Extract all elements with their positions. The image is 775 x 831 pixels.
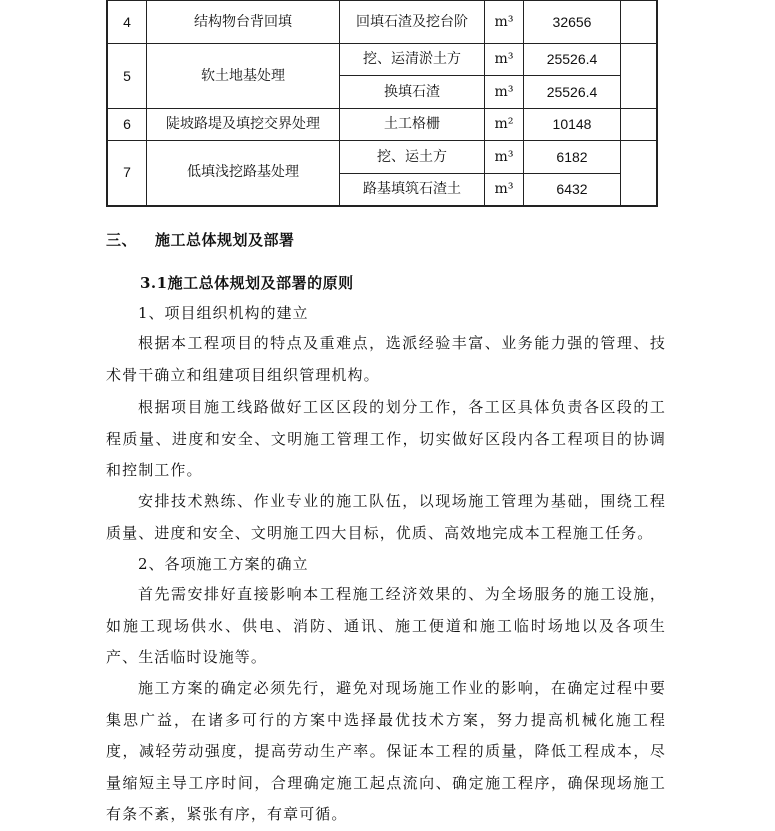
paragraph: 安排技术熟练、作业专业的施工队伍，以现场施工管理为基础，围绕工程质量、进度和安全、文明施工四大目标，优质、高效地完成本工程施工任务。	[106, 492, 666, 542]
quantity: 25526.4	[524, 44, 621, 76]
row-number: 7	[107, 141, 147, 206]
table-row	[107, 1, 657, 44]
unit: m³	[485, 174, 524, 206]
quantity: 6182	[524, 141, 621, 174]
unit: m³	[485, 1, 524, 44]
project-name: 低填浅挖路基处理	[147, 141, 340, 206]
section-number: 三、	[106, 231, 138, 249]
quantity: 25526.4	[524, 76, 621, 109]
item-heading: 1、项目组织机构的建立	[138, 304, 309, 322]
remark-cell	[621, 44, 658, 109]
quantity: 6432	[524, 174, 621, 206]
item-heading: 2、各项施工方案的确立	[138, 555, 309, 573]
row-number: 5	[107, 44, 147, 109]
unit: m²	[485, 109, 524, 141]
unit: m³	[485, 44, 524, 76]
quantity: 32656	[524, 1, 621, 44]
table-row	[107, 44, 657, 76]
paragraph: 首先需安排好直接影响本工程施工经济效果的、为全场服务的施工设施，如施工现场供水、供电、消防、通讯、施工便道和施工临时场地以及各项生产、生活临时设施等。	[106, 585, 666, 666]
work-item: 换填石渣	[340, 76, 485, 109]
section-heading	[106, 229, 295, 250]
paragraph: 根据本工程项目的特点及重难点，选派经验丰富、业务能力强的管理、技术骨干确立和组建项目组织管理机构。	[106, 334, 666, 384]
project-name: 结构物台背回填	[147, 1, 340, 44]
unit: m³	[485, 76, 524, 109]
remark-cell	[621, 1, 658, 44]
paragraph: 根据项目施工线路做好工区区段的划分工作，各工区具体负责各区段的工程质量、进度和安全、文明施工管理工作，切实做好区段内各工程项目的协调和控制工作。	[106, 398, 666, 479]
section-title: 施工总体规划及部署	[155, 231, 295, 249]
unit: m³	[485, 141, 524, 174]
project-name: 软土地基处理	[147, 44, 340, 109]
work-item: 挖、运土方	[340, 141, 485, 174]
table-row	[107, 141, 657, 174]
remark-cell	[621, 141, 658, 206]
quantity-table	[106, 0, 658, 207]
work-item: 挖、运清淤土方	[340, 44, 485, 76]
project-name: 陡坡路堤及填挖交界处理	[147, 109, 340, 141]
row-number: 4	[107, 1, 147, 44]
quantity: 10148	[524, 109, 621, 141]
work-item: 路基填筑石渣土	[340, 174, 485, 206]
subsection-heading: 3.1施工总体规划及部署的原则	[140, 274, 354, 292]
paragraph: 施工方案的确定必须先行，避免对现场施工作业的影响，在确定过程中要集思广益，在诸多可行的方案中选择最优技术方案，努力提高机械化施工程度，减轻劳动强度，提高劳动生产率。保证本工程的质量，降低工程成本，尽量缩短主导工序时间，合理确定施工起点流向、确定施工程序，确保现场施工有条不紊，紧张有序，有章可循。	[106, 679, 666, 823]
remark-cell	[621, 109, 658, 141]
work-item: 回填石渣及挖台阶	[340, 1, 485, 44]
table-row	[107, 109, 657, 141]
work-item: 土工格栅	[340, 109, 485, 141]
row-number: 6	[107, 109, 147, 141]
